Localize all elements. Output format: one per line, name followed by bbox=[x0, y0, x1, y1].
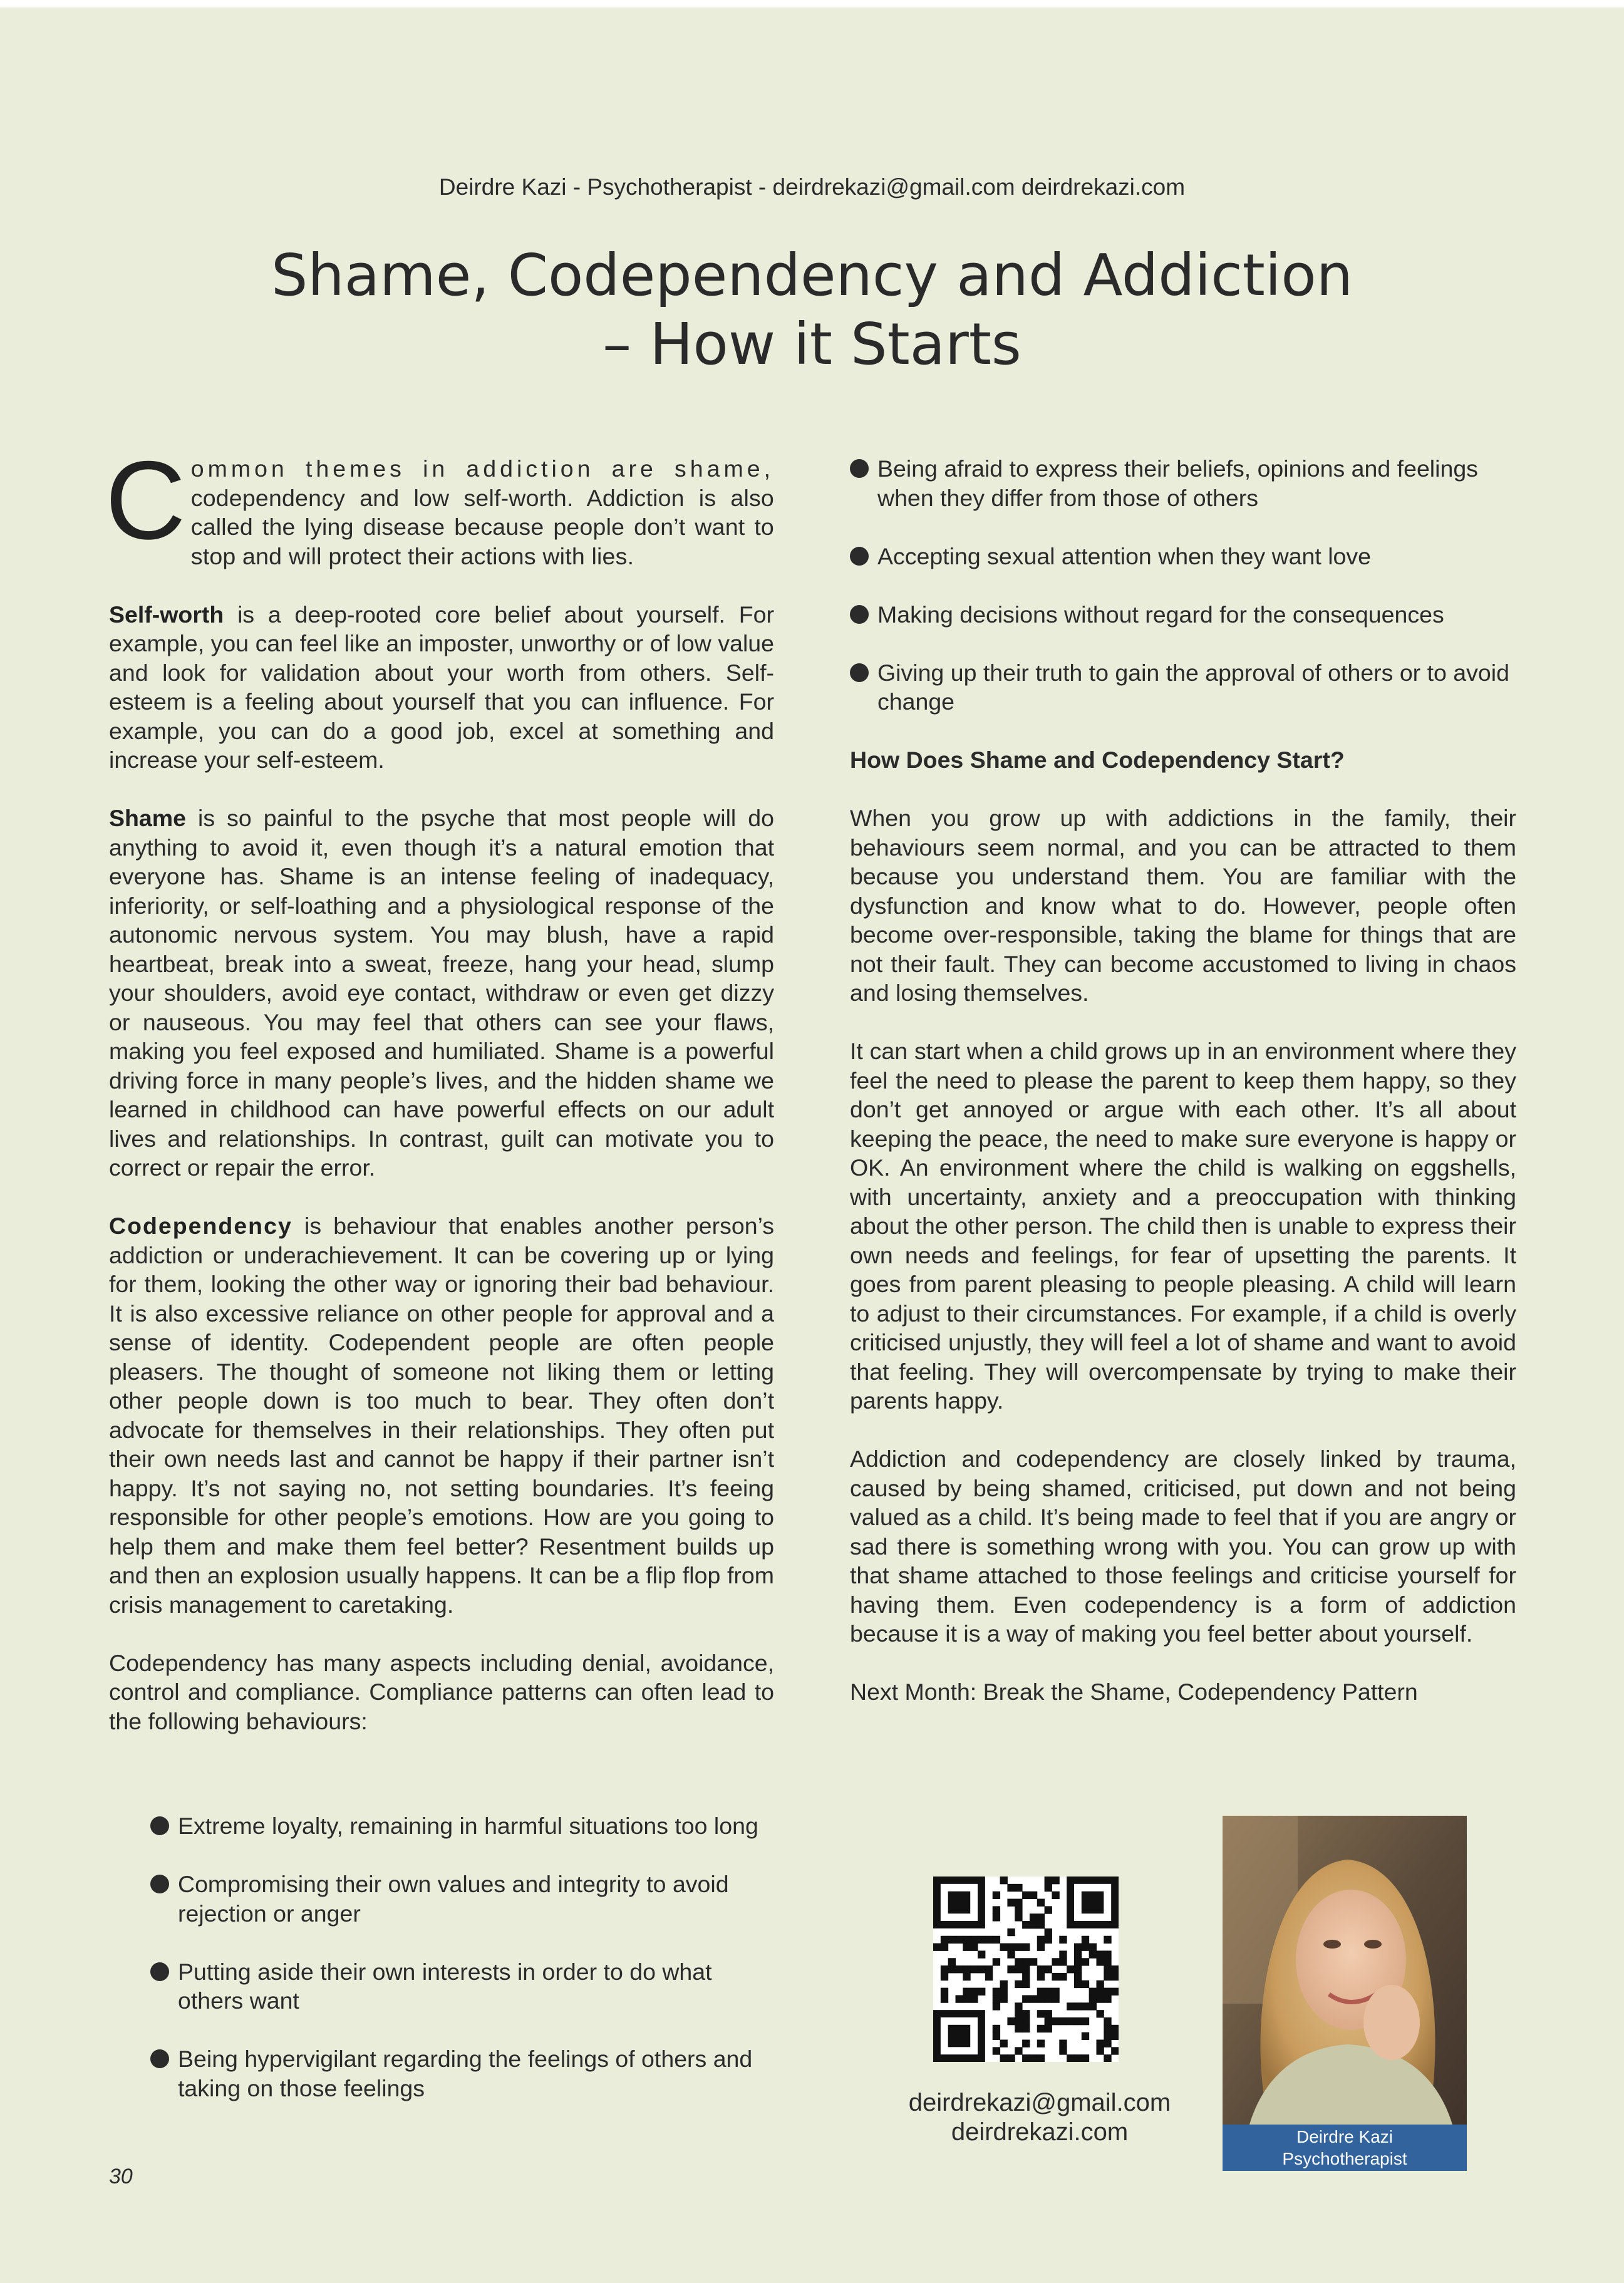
shame-term: Shame bbox=[109, 805, 186, 831]
contact-block bbox=[864, 2088, 1215, 2147]
left-column bbox=[105, 438, 774, 1765]
selfworth-term: Self-worth bbox=[109, 601, 224, 628]
list-item: Being hypervigilant regarding the feelings of others and taking on those feelings bbox=[150, 2044, 777, 2103]
next-month-note: Next Month: Break the Shame, Codependency Pattern bbox=[850, 1679, 1418, 1705]
author-photo bbox=[1223, 1816, 1467, 2171]
right-column bbox=[850, 454, 1516, 1707]
list-item: Being afraid to express their beliefs, opinions and feelings when they differ from those of others bbox=[850, 454, 1516, 512]
title-line-2: – How it Starts bbox=[603, 311, 1021, 378]
title-line-1: Shame, Codependency and Addiction bbox=[271, 242, 1353, 309]
list-item: Giving up their truth to gain the approval of others or to avoid change bbox=[850, 658, 1516, 717]
bullet-icon bbox=[850, 663, 869, 682]
caption-role: Psychotherapist bbox=[1282, 2149, 1407, 2168]
bullet-icon bbox=[150, 2049, 169, 2068]
codependency-paragraph bbox=[109, 1211, 774, 1619]
contact-email: deirdrekazi@gmail.com bbox=[908, 2089, 1171, 2116]
paragraph-family: When you grow up with addictions in the family, their behaviours seem normal, and you can be attracted to them because you understand them. You are familiar with the dysfunction and know what to do. However, people often become over-responsible, taking the blame for things that are not their fault. They can become accustomed to living in chaos and losing themselves. bbox=[850, 805, 1516, 1006]
selfworth-paragraph bbox=[109, 600, 774, 775]
list-item: Compromising their own values and integrity to avoid rejection or anger bbox=[150, 1870, 777, 1928]
bullet-icon bbox=[850, 547, 869, 566]
bullet-icon bbox=[850, 605, 869, 624]
bullet-icon bbox=[150, 1816, 169, 1835]
aspects-paragraph: Codependency has many aspects including denial, avoidance, control and compliance. Compliance patterns can often lead to the following behaviours: bbox=[109, 1649, 774, 1734]
shame-paragraph bbox=[109, 804, 774, 1183]
drop-cap: C bbox=[105, 438, 186, 562]
running-header: Deirdre Kazi - Psychotherapist - deirdrekazi@gmail.com deirdrekazi.com bbox=[438, 174, 1186, 200]
list-item: Extreme loyalty, remaining in harmful situations too long bbox=[150, 1811, 777, 1841]
photo-caption bbox=[1223, 2125, 1467, 2171]
article-title bbox=[125, 241, 1499, 379]
intro-first-line: ommon themes in addiction are shame, bbox=[190, 455, 774, 482]
paragraph-trauma: Addiction and codependency are closely linked by trauma, caused by being shamed, criticised, put down and not being valued as a child. It’s being made to feel that if you are angry or sad there is something wrong with you. You can grow up with that shame attached to those feelings and criticise yourself for having them. Even codependency is a form of addiction because it is a way of making you feel better about yourself. bbox=[850, 1446, 1516, 1647]
paragraph-start: It can start when a child grows up in an environment where they feel the need to please the parent to keep them happy, so they don’t get annoyed or argue with each other. It’s all about keeping the peace, the need to make sure everyone is happy or OK. An environment where the child is walking on eggshells, with uncertainty, anxiety and a preoccupation with thinking about the other person. The child then is unable to express their own needs and feelings, for fear of upsetting the parents. It goes from parent pleasing to people pleasing. A child will learn to adjust to their circumstances. For example, if a child is overly criticised unjustly, they will feel a lot of shame and want to avoid that feeling. They will overcompensate by trying to make their parents happy. bbox=[850, 1038, 1516, 1414]
codependency-term: Codependency bbox=[109, 1213, 292, 1239]
bullet-icon bbox=[850, 459, 869, 478]
top-edge bbox=[0, 0, 1624, 8]
qr-code-icon bbox=[933, 1877, 1119, 2062]
contact-website: deirdrekazi.com bbox=[951, 2118, 1129, 2146]
selfworth-text: is a deep-rooted core belief about yourself. For example, you can feel like an imposter, unworthy or of low value and look for validation about your worth from others. Self-esteem is a feeling about yourself that you can influence. For example, you can do a good job, excel at something and increase your self-esteem. bbox=[109, 601, 774, 773]
intro-rest: codependency and low self-worth. Addiction is also called the lying disease because people don’t want to stop and will protect their actions with lies. bbox=[190, 484, 774, 569]
caption-name: Deirdre Kazi bbox=[1296, 2127, 1394, 2146]
page-number: 30 bbox=[109, 2165, 133, 2188]
intro-paragraph bbox=[105, 438, 774, 571]
codependency-text: is behaviour that enables another person’s addiction or underachievement. It can be covering up or lying for them, looking the other way or ignoring their bad behaviour. It is also excessive reliance on other people for approval and a sense of identity. Codependent people are often people pleasers. The thought of someone not liking them or letting other people down is too much to bear. They often don’t advocate for themselves in their relationships. They often put their own needs last and cannot be happy if their partner isn’t happy. It’s not saying no, not setting boundaries. It’s feeing responsible for other people’s emotions. How are you going to help them and make them feel better? Resentment builds up and then an explosion usually happens. It can be a flip flop from crisis management to caretaking. bbox=[109, 1213, 774, 1618]
shame-text: is so painful to the psyche that most people will do anything to avoid it, even though it’s a natural emotion that everyone has. Shame is an intense feeling of inadequacy, inferiority, or self-loathing and a physiological response of the autonomic nervous system. You may blush, have a rapid heartbeat, break into a sweat, freeze, hang your head, slump your shoulders, avoid eye contact, withdraw or even get dizzy or nauseous. You may feel that others can see your flaws, making you feel exposed and humiliated. Shame is a powerful driving force in many people’s lives, and the hidden shame we learned in childhood can have powerful effects on our adult lives and relationships. In contrast, guilt can motivate you to correct or repair the error. bbox=[109, 805, 774, 1181]
bullet-icon bbox=[150, 1962, 169, 1981]
list-item: Making decisions without regard for the consequences bbox=[850, 600, 1516, 629]
bullet-icon bbox=[150, 1875, 169, 1893]
right-bullet-list bbox=[850, 454, 1516, 717]
list-item: Putting aside their own interests in order to do what others want bbox=[150, 1957, 777, 2016]
section-heading: How Does Shame and Codependency Start? bbox=[850, 747, 1345, 773]
left-bullet-list bbox=[150, 1811, 777, 2132]
list-item: Accepting sexual attention when they want love bbox=[850, 542, 1516, 571]
